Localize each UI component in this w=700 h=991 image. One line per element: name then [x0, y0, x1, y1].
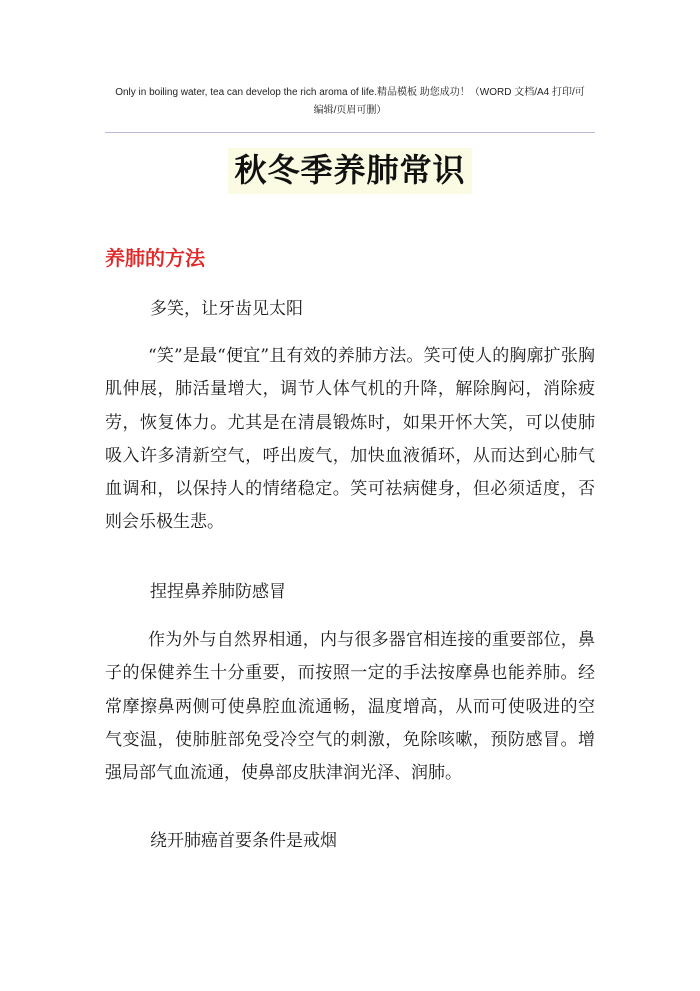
header-line-2: 编辑/页眉可删）: [313, 105, 387, 116]
page-header: [95, 84, 605, 120]
section-heading: 养肺的方法: [105, 246, 205, 270]
subheading-laugh: 多笑，让牙齿见太阳: [150, 299, 303, 319]
document-title: 秋冬季养肺常识: [228, 148, 471, 194]
subheading-nose: 捏捏鼻养肺防感冒: [150, 582, 286, 602]
header-divider: [105, 132, 595, 133]
paragraph-laugh: “笑”是最“便宜”且有效的养肺方法。笑可使人的胸廓扩张胸肌伸展，肺活量增大，调节人体气机的升降，解除胸闷，消除疲劳，恢复体力。尤其是在清晨锻炼时，如果开怀大笑，可以使肺吸入许多清新空气，呼出废气，加快血液循环，从而达到心肺气血调和，以保持人的情绪稳定。笑可祛病健身，但必须适度，否则会乐极生悲。: [105, 346, 595, 533]
subheading-smoking: 绕开肺癌首要条件是戒烟: [150, 831, 337, 851]
paragraph-nose: 作为外与自然界相通，内与很多器官相连接的重要部位，鼻子的保健养生十分重要，而按照一定的手法按摩鼻也能养肺。经常摩擦鼻两侧可使鼻腔血流通畅，温度增高，从而可使吸进的空气变温，使肺脏部免受冷空气的刺激，免除咳嗽，预防感冒。增强局部气血流通，使鼻部皮肤津润光泽、润肺。: [105, 630, 595, 784]
header-line-1: Only in boiling water, tea can develop the rich aroma of life.精品模板 助您成功！（WORD 文档/A4 打印/可: [115, 87, 585, 98]
document-title-block: [0, 148, 700, 194]
